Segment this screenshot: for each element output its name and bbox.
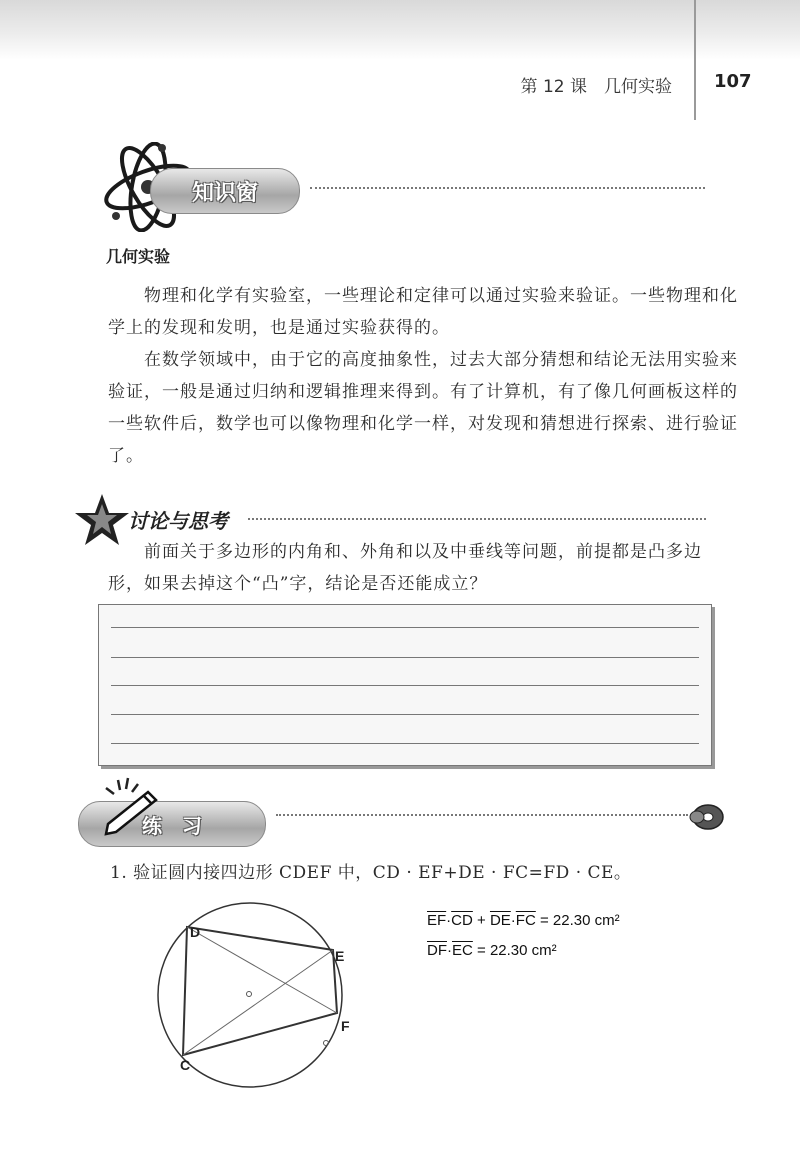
discussion-dotted-line <box>248 518 706 520</box>
cd-disc-icon <box>688 803 724 831</box>
measurement-2: $\overline{DF}\cdot\overline{EC} = 22.30$ cm² <box>427 942 557 959</box>
writing-area[interactable] <box>98 604 712 766</box>
banner-dotted-line <box>310 187 705 189</box>
page-header <box>0 72 800 102</box>
measurement-1: $\overline{EF}\cdot\overline{CD} + \overline{DE}\cdot\overline{FC} = 22.30$ cm² <box>427 912 620 929</box>
top-decorative-band <box>0 0 800 60</box>
discussion-label: 讨论与思考 <box>128 509 228 533</box>
cyclic-quadrilateral-figure <box>150 895 370 1105</box>
knowledge-window-label: 知识窗 <box>150 168 300 214</box>
writing-line <box>111 627 699 628</box>
pencil-icon <box>92 776 162 836</box>
point-label-f: F <box>341 1018 350 1034</box>
page-number: 107 <box>714 71 752 92</box>
writing-line <box>111 743 699 744</box>
point-label-e: E <box>335 948 345 964</box>
paragraph-2: 在数学领域中，由于它的高度抽象性，过去大部分猜想和结论无法用实验来验证，一般是通过归纳和逻辑推理来得到。有了计算机，有了像几何画板这样的一些软件后，数学也可以像物理和化学一样，对发现和猜想进行探索、进行验证了。 <box>108 350 738 466</box>
section-title: 几何实验 <box>106 247 171 266</box>
writing-line <box>111 657 699 658</box>
writing-line <box>111 685 699 686</box>
exercise-question: 1. 验证圆内接四边形 CDEF 中，CD · EF+DE · FC=FD · CE。 <box>110 863 632 883</box>
writing-line <box>111 714 699 715</box>
diagonal-ec <box>183 950 333 1055</box>
point-label-c: C <box>180 1057 191 1073</box>
circle-center <box>247 992 252 997</box>
exercise-dotted-line <box>276 814 688 816</box>
header-divider <box>694 0 696 120</box>
point-label-d: D <box>190 924 201 940</box>
quadrilateral-cdef <box>183 927 337 1055</box>
chapter-title: 第 12 课 几何实验 <box>520 77 672 97</box>
exercise-label: 练 习 <box>78 801 266 847</box>
discussion-prompt: 前面关于多边形的内角和、外角和以及中垂线等问题，前提都是凸多边形，如果去掉这个“凸”字，结论是否还能成立？ <box>108 542 702 594</box>
paragraph-1: 物理和化学有实验室，一些理论和定律可以通过实验来验证。一些物理和化学上的发现和发明，也是通过实验获得的。 <box>108 286 738 338</box>
